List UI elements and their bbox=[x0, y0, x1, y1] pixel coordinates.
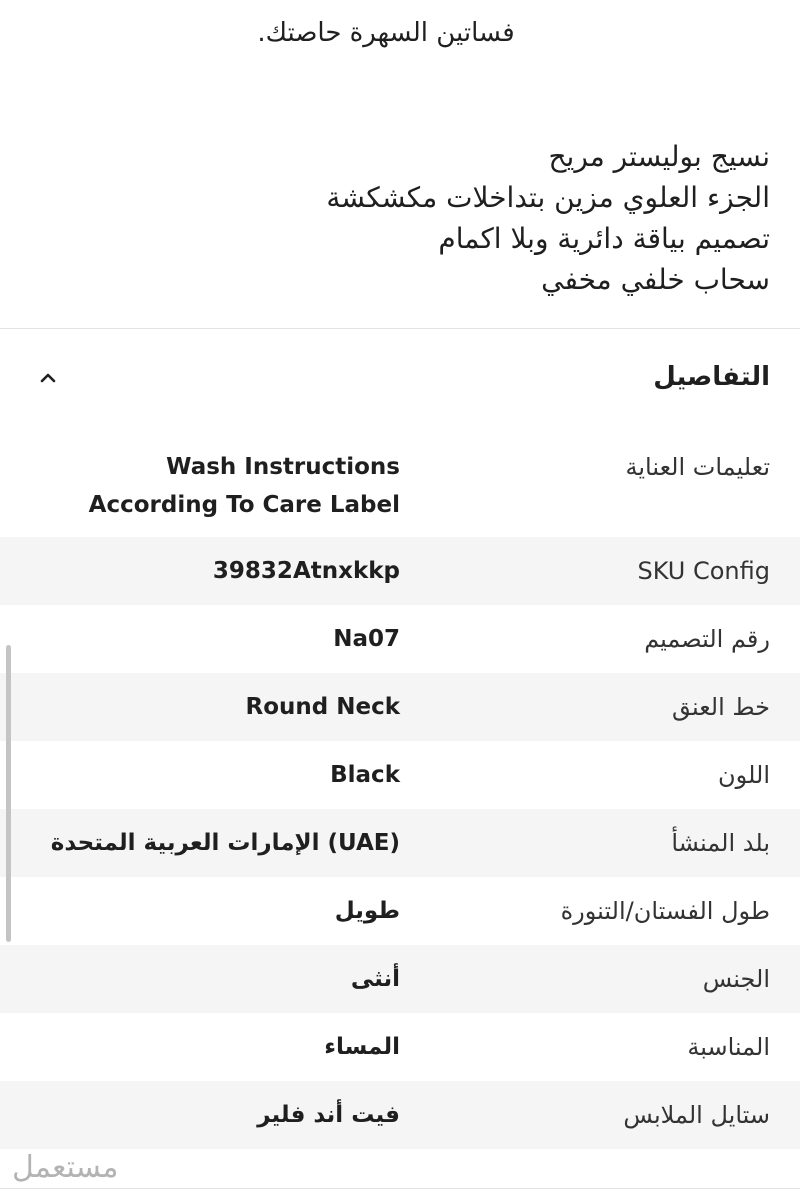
divider bbox=[0, 1188, 800, 1189]
divider bbox=[0, 328, 800, 329]
detail-value: فيت أند فلير bbox=[257, 1102, 400, 1128]
detail-row-sku bbox=[0, 537, 800, 605]
details-table bbox=[0, 432, 800, 1149]
description-intro: فساتين السهرة حاصتك. bbox=[257, 18, 515, 48]
detail-value: Na07 bbox=[333, 626, 400, 652]
detail-row-gender bbox=[0, 945, 800, 1013]
chevron-up-icon[interactable] bbox=[36, 366, 60, 390]
detail-label: ستايل الملابس bbox=[623, 1101, 770, 1129]
detail-value: المساء bbox=[324, 1034, 400, 1060]
detail-row-neckline bbox=[0, 673, 800, 741]
description-bullet: نسيج بوليستر مريح bbox=[548, 140, 770, 173]
scrollbar[interactable] bbox=[6, 645, 11, 942]
description-bullet: سحاب خلفي مخفي bbox=[541, 263, 770, 296]
detail-value: طويل bbox=[334, 898, 400, 924]
detail-label: SKU Config bbox=[637, 557, 770, 585]
detail-label: الجنس bbox=[702, 965, 770, 993]
detail-value: الإمارات العربية المتحدة (UAE) bbox=[50, 830, 400, 856]
description-bullets bbox=[326, 136, 770, 300]
detail-value: Wash Instructions According To Care Label bbox=[88, 454, 400, 518]
detail-label: اللون bbox=[718, 761, 770, 789]
watermark-logo: مستعمل bbox=[12, 1150, 119, 1185]
detail-value: 39832Atnxkkp bbox=[212, 558, 400, 584]
detail-label: رقم التصميم bbox=[644, 625, 770, 653]
detail-row-model bbox=[0, 605, 800, 673]
detail-label: بلد المنشأ bbox=[671, 829, 770, 857]
detail-label: خط العنق bbox=[671, 693, 770, 721]
detail-row-color bbox=[0, 741, 800, 809]
detail-label: المناسبة bbox=[687, 1033, 770, 1061]
detail-row-origin bbox=[0, 809, 800, 877]
details-header[interactable] bbox=[0, 352, 800, 412]
detail-row-care bbox=[0, 432, 800, 537]
description-bullet: تصميم بياقة دائرية وبلا اكمام bbox=[438, 222, 770, 255]
details-title: التفاصيل bbox=[653, 362, 770, 392]
detail-row-occasion bbox=[0, 1013, 800, 1081]
detail-row-style bbox=[0, 1081, 800, 1149]
detail-row-length bbox=[0, 877, 800, 945]
detail-value: Black bbox=[330, 762, 400, 788]
product-description bbox=[0, 0, 800, 328]
description-bullet: الجزء العلوي مزين بتداخلات مكشكشة bbox=[326, 181, 770, 214]
detail-value: أنثى bbox=[350, 966, 400, 992]
detail-value: Round Neck bbox=[245, 694, 400, 720]
detail-label: طول الفستان/التنورة bbox=[560, 897, 770, 925]
detail-label: تعليمات العناية bbox=[625, 453, 770, 481]
